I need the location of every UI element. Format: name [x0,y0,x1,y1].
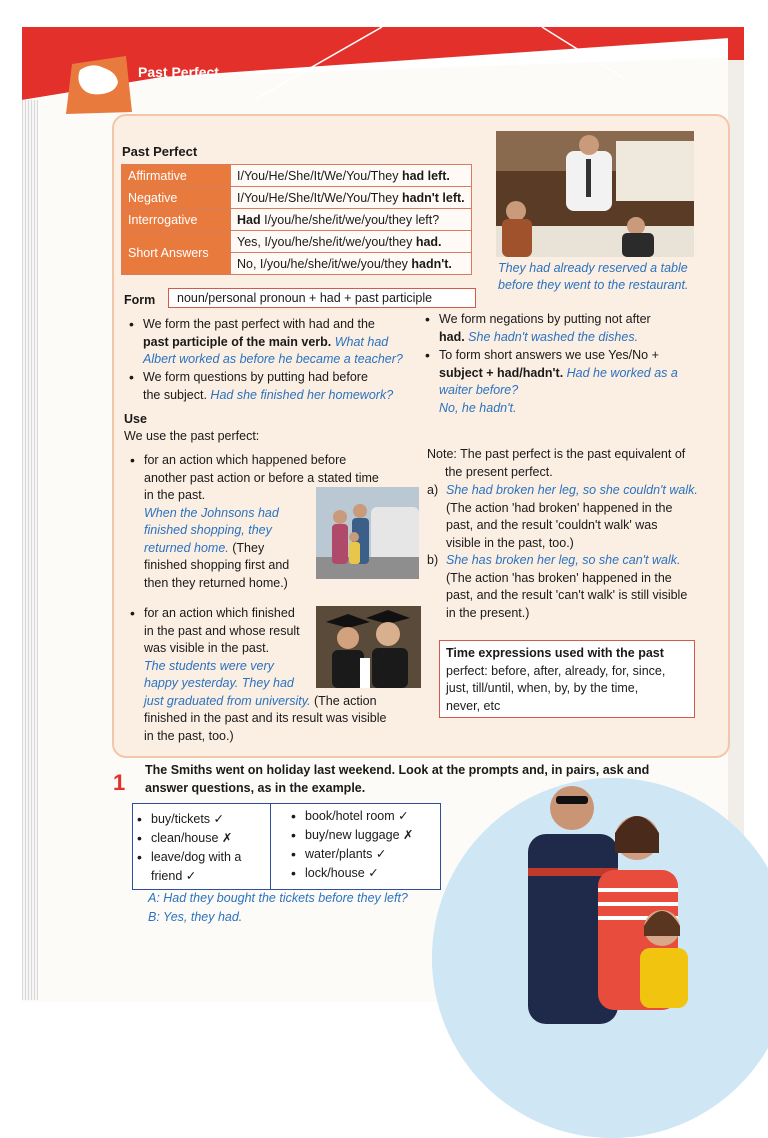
bullet-text: the subject. [143,387,207,402]
note-line: past, and the result 'can't walk' is still visible [446,588,688,602]
caption-line: They had already reserved a table [498,261,688,275]
bullet-item [143,369,413,404]
list-item: • book/hotel room ✓ [305,807,413,826]
row-text-b: I/you/he/she/it/we/you/they left? [264,212,440,227]
form-label: Form [124,293,156,307]
prompts-box [132,803,441,890]
use-intro: We use the past perfect: [124,429,260,443]
bullet-item [439,347,709,417]
instruction-line: answer questions, as in the example. [145,780,366,795]
unit-tab-icon [66,56,132,114]
use-line [144,693,424,711]
example-line-b: B: Yes, they had. [148,910,243,924]
prompt-column-1 [151,810,241,886]
list-item: • water/plants ✓ [305,845,413,864]
bullet-example: waiter before? [439,383,519,397]
use-example: just graduated from university. [144,693,311,708]
photo-caption [498,260,688,294]
bullet-example: Had he worked as a [563,365,678,380]
bullet-example: Albert worked as before he became a teacher? [143,352,403,366]
note-example: She had broken her leg, so she couldn't walk. [446,483,698,497]
use-line: • for an action which finished [144,606,295,620]
use-line: finished shopping first and [144,558,290,572]
table-row [122,187,472,209]
bullet-line: • To form short answers we use Yes/No + [439,348,659,362]
form-box: noun/personal pronoun + had + past participle [168,288,476,308]
use-line: in the past. [144,488,206,502]
row-label: Affirmative [122,165,231,187]
bullet-line [143,387,413,405]
row-label: Interrogative [122,209,231,231]
bullet-line: • We form negations by putting not after [439,312,651,326]
bullet-example: No, he hadn't. [439,400,517,415]
time-expr-line: just, till/until, when, by, by the time, [446,681,639,695]
use-line: • for an action which happened before [144,453,347,467]
example-line-a: A: Had they bought the tickets before they left? [148,891,408,905]
row-text-a: I/You/He/She/It/We/You/They [237,168,402,183]
time-expr-line: Time expressions used with the past [446,646,664,660]
use-title: Use [124,412,147,426]
use-text: (The action [310,693,377,708]
bullet-example: What had [331,334,389,349]
list-item-continuation: friend ✓ [151,869,197,883]
row-text-b: had. [415,234,442,249]
row-text-a: I/You/He/She/It/We/You/They [237,190,402,205]
page-title: Past Perfect [138,64,219,80]
row-text [231,231,472,253]
prompt-column-2 [305,807,413,883]
use-example: The students were very [144,658,274,673]
row-text-b: hadn't left. [401,190,465,205]
table-row [122,231,472,253]
row-text-d: hadn't. [411,256,452,271]
bullet-line: • We form the past perfect with had and the [143,317,375,331]
use-line: in the past, too.) [144,728,234,743]
graduation-illustration [316,606,421,688]
row-text-a: Yes, I/you/he/she/it/we/you/they [237,234,416,249]
note-line: (The action 'has broken' happened in the [446,570,672,585]
note-b-label: b) [427,553,439,567]
row-text-a: Had [237,212,265,227]
use-line: then they returned home.) [144,575,288,590]
bullet-line [439,329,709,347]
use-example: When the Johnsons had [144,505,279,520]
note-example: She has broken her leg, so she can't walk. [446,553,681,567]
graduation-photo [316,606,421,688]
list-item: • clean/house ✗ [151,829,241,848]
restaurant-illustration [496,131,694,257]
shopping-family-photo [316,487,419,579]
use-line: another past action or before a stated time [144,470,379,485]
use-line: in the past and whose result [144,623,300,638]
bullet-bold: subject + had/hadn't. [439,365,564,380]
bullet-line [143,334,413,352]
list-item: • leave/dog with a [151,848,241,867]
family-photo [432,778,768,1138]
table-row [122,165,472,187]
row-text [231,165,472,187]
bullet-line: • We form questions by putting had before [143,370,368,384]
row-text [231,187,472,209]
row-label: Short Answers [122,231,231,275]
bullet-line [439,365,709,383]
note-line: the present perfect. [445,464,553,479]
table-row [122,209,472,231]
shopping-illustration [316,487,419,579]
instruction-line: The Smiths went on holiday last weekend. Look at the prompts and, in pairs, ask and [145,763,650,777]
bullet-bold: past participle of the main verb. [143,334,332,349]
bullet-item [439,311,709,346]
note-a-label: a) [427,483,439,497]
bullet-example: Had she finished her homework? [206,387,394,402]
note-line: (The action 'had broken' happened in the [446,500,673,515]
use-example: returned home. [144,540,229,555]
bullet-bold: had. [439,329,465,344]
use-example: happy yesterday. They had [144,676,294,690]
row-text-b: had left. [401,168,450,183]
restaurant-photo [496,131,694,257]
grammar-title: Past Perfect [122,144,198,159]
row-label: Negative [122,187,231,209]
time-expressions-box [439,640,695,718]
note-a [446,482,712,552]
use-line: was visible in the past. [144,641,270,655]
row-text [231,253,472,275]
page-spine [22,30,38,1000]
list-item: • buy/new luggage ✗ [305,826,413,845]
column-divider [270,804,271,889]
bullet-item [143,316,413,369]
bullet-example: She hadn't washed the dishes. [464,329,639,344]
note-line: in the present.) [446,605,530,620]
example-dialogue [148,889,408,927]
time-expr-line: perfect: before, after, already, for, since, [446,663,666,678]
list-item: • lock/house ✓ [305,864,413,883]
exercise-number: 1 [113,770,126,795]
time-expr-line: never, etc [446,698,501,713]
row-text [231,209,472,231]
note-line: visible in the past, too.) [446,535,574,550]
note-block [427,446,717,481]
family-illustration [432,778,768,1138]
note-b [446,552,712,622]
use-example: finished shopping, they [144,523,272,537]
note-line: past, and the result 'couldn't walk' was [446,518,658,532]
use-text: (They [228,540,265,555]
list-item: • buy/tickets ✓ [151,810,241,829]
use-line: finished in the past and its result was visible [144,711,387,725]
row-text-c: No, I/you/he/she/it/we/you/they [237,256,412,271]
note-line: Note: The past perfect is the past equivalent of [427,447,686,461]
caption-line: before they went to the restaurant. [498,278,689,292]
conjugation-table [121,164,472,275]
